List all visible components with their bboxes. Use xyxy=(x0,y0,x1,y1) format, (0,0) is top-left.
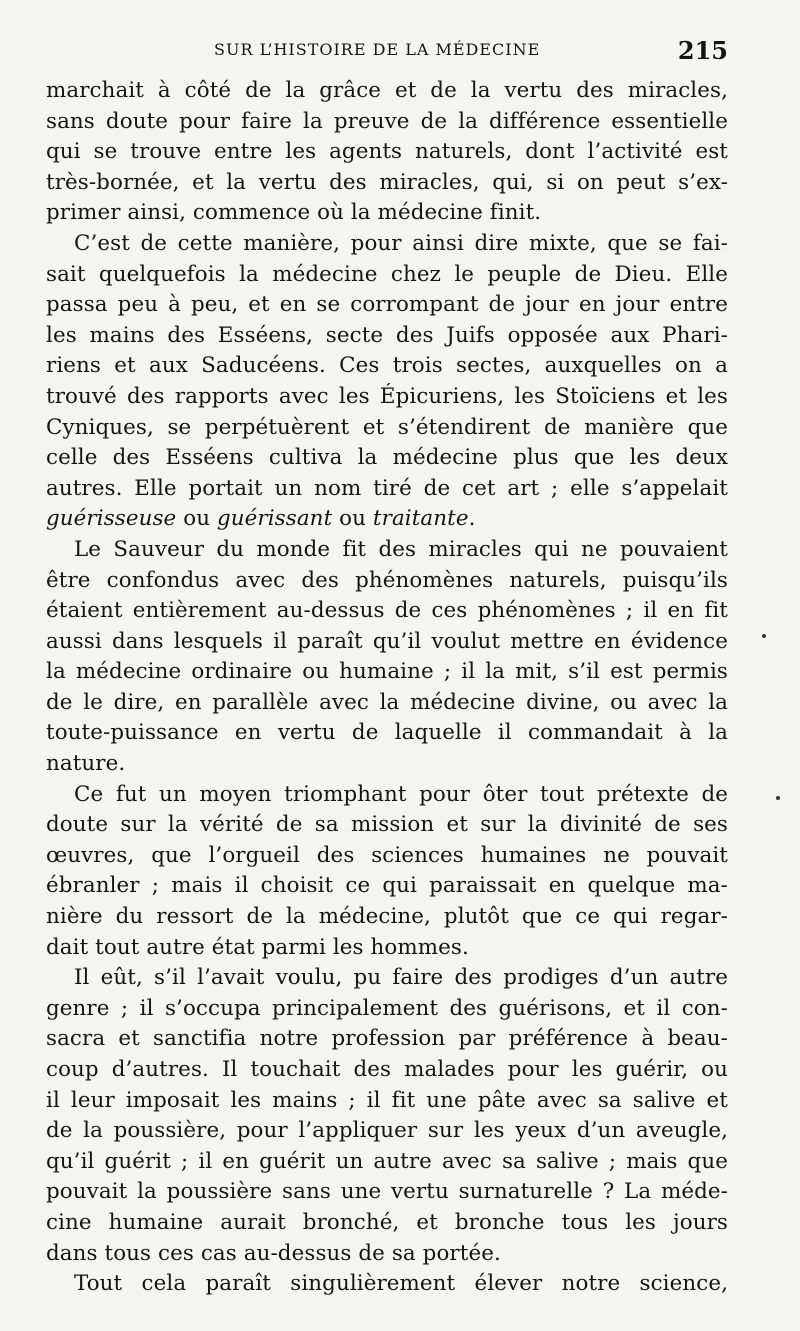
text-line: œuvres, que l’orgueil des sciences humaines ne pouvait xyxy=(46,842,728,868)
text-line: les mains des Esséens, secte des Juifs opposée aux Phari- xyxy=(46,322,728,348)
text-line: nière du ressort de la médecine, plutôt que ce qui regar- xyxy=(46,904,728,930)
margin-speck xyxy=(762,634,766,638)
text-line: trouvé des rapports avec les Épicuriens, les Stoïciens et les xyxy=(46,383,728,409)
text-line: primer ainsi, commence où la médecine finit. xyxy=(46,200,542,226)
text-line: qui se trouve entre les agents naturels, dont l’activité est xyxy=(46,139,728,165)
text-line: qu’il guérit ; il en guérit un autre avec sa salive ; mais que xyxy=(46,1148,728,1174)
text-line: celle des Esséens cultiva la médecine plus que les deux xyxy=(46,445,728,471)
paragraph-6 xyxy=(46,1269,728,1300)
paragraph-3 xyxy=(46,535,728,780)
margin-speck xyxy=(776,796,780,800)
text-line: Ce fut un moyen triomphant pour ôter tout prétexte de xyxy=(74,781,728,807)
paragraph-4 xyxy=(46,780,728,964)
text-line: doute sur la vérité de sa mission et sur la divinité de ses xyxy=(46,812,728,838)
text-line: être confondus avec des phénomènes naturels, puisqu’ils xyxy=(46,567,728,593)
text-line: Le Sauveur du monde fit des miracles qui ne pouvaient xyxy=(74,536,728,562)
text-line: genre ; il s’occupa principalement des guérisons, et il con- xyxy=(46,995,728,1021)
paragraph-2 xyxy=(46,229,728,535)
text-line: aussi dans lesquels il paraît qu’il voulut mettre en évidence xyxy=(46,628,728,654)
running-title: SUR L’HISTOIRE DE LA MÉDECINE xyxy=(214,40,541,59)
text-line: Tout cela paraît singulièrement élever notre science, xyxy=(74,1271,728,1297)
text-line: sait quelquefois la médecine chez le peuple de Dieu. Elle xyxy=(46,261,728,287)
italic-term: guérissant xyxy=(216,506,333,532)
text-line: autres. Elle portait un nom tiré de cet art ; elle s’appelait xyxy=(46,475,728,501)
paragraph-1 xyxy=(46,76,728,229)
text-line: dait tout autre état parmi les hommes. xyxy=(46,934,469,960)
text-line: Cyniques, se perpétuèrent et s’étendirent de manière que xyxy=(46,414,728,440)
text-line: de le dire, en parallèle avec la médecine divine, ou avec la xyxy=(46,689,728,715)
text-line: étaient entièrement au-dessus de ces phénomènes ; il en fit xyxy=(46,598,728,624)
text-line: pouvait la poussière sans une vertu surnaturelle ? La méde- xyxy=(46,1179,728,1205)
text-line: cine humaine aurait bronché, et bronche tous les jours xyxy=(46,1209,728,1235)
text-line: passa peu à peu, et en se corrompant de jour en jour entre xyxy=(46,292,728,318)
text-line: ébranler ; mais il choisit ce qui paraissait en quelque ma- xyxy=(46,873,728,899)
page-body xyxy=(46,76,728,1300)
conjunction: ou xyxy=(176,506,217,532)
text-line: nature. xyxy=(46,751,126,777)
text-line: de la poussière, pour l’appliquer sur les yeux d’un aveugle, xyxy=(46,1118,728,1144)
italic-term: guérisseuse xyxy=(46,506,177,532)
page-number: 215 xyxy=(677,36,728,65)
text-line: très-bornée, et la vertu des miracles, qui, si on peut s’ex- xyxy=(46,169,728,195)
text-line: toute-puissance en vertu de laquelle il commandait à la xyxy=(46,720,728,746)
text-line: il leur imposait les mains ; il fit une pâte avec sa salive et xyxy=(46,1087,728,1113)
paragraph-5 xyxy=(46,963,728,1269)
text-line: la médecine ordinaire ou humaine ; il la mit, s’il est permis xyxy=(46,659,728,685)
page-header xyxy=(46,36,728,70)
period: . xyxy=(468,506,476,532)
text-line: sans doute pour faire la preuve de la différence essentielle xyxy=(46,108,728,134)
text-line: dans tous ces cas au-dessus de sa portée. xyxy=(46,1240,501,1266)
text-line: Il eût, s’il l’avait voulu, pu faire des prodiges d’un autre xyxy=(74,965,728,991)
text-line: riens et aux Saducéens. Ces trois sectes, auxquelles on a xyxy=(46,353,728,379)
conjunction: ou xyxy=(332,506,373,532)
text-line-italic xyxy=(46,504,728,535)
text-line: marchait à côté de la grâce et de la vertu des miracles, xyxy=(46,78,728,103)
italic-term: traitante xyxy=(372,506,469,532)
text-line: sacra et sanctifia notre profession par préférence à beau- xyxy=(46,1026,728,1052)
text-line: C’est de cette manière, pour ainsi dire mixte, que se fai- xyxy=(74,230,728,256)
text-line: coup d’autres. Il touchait des malades pour les guérir, ou xyxy=(46,1057,728,1082)
